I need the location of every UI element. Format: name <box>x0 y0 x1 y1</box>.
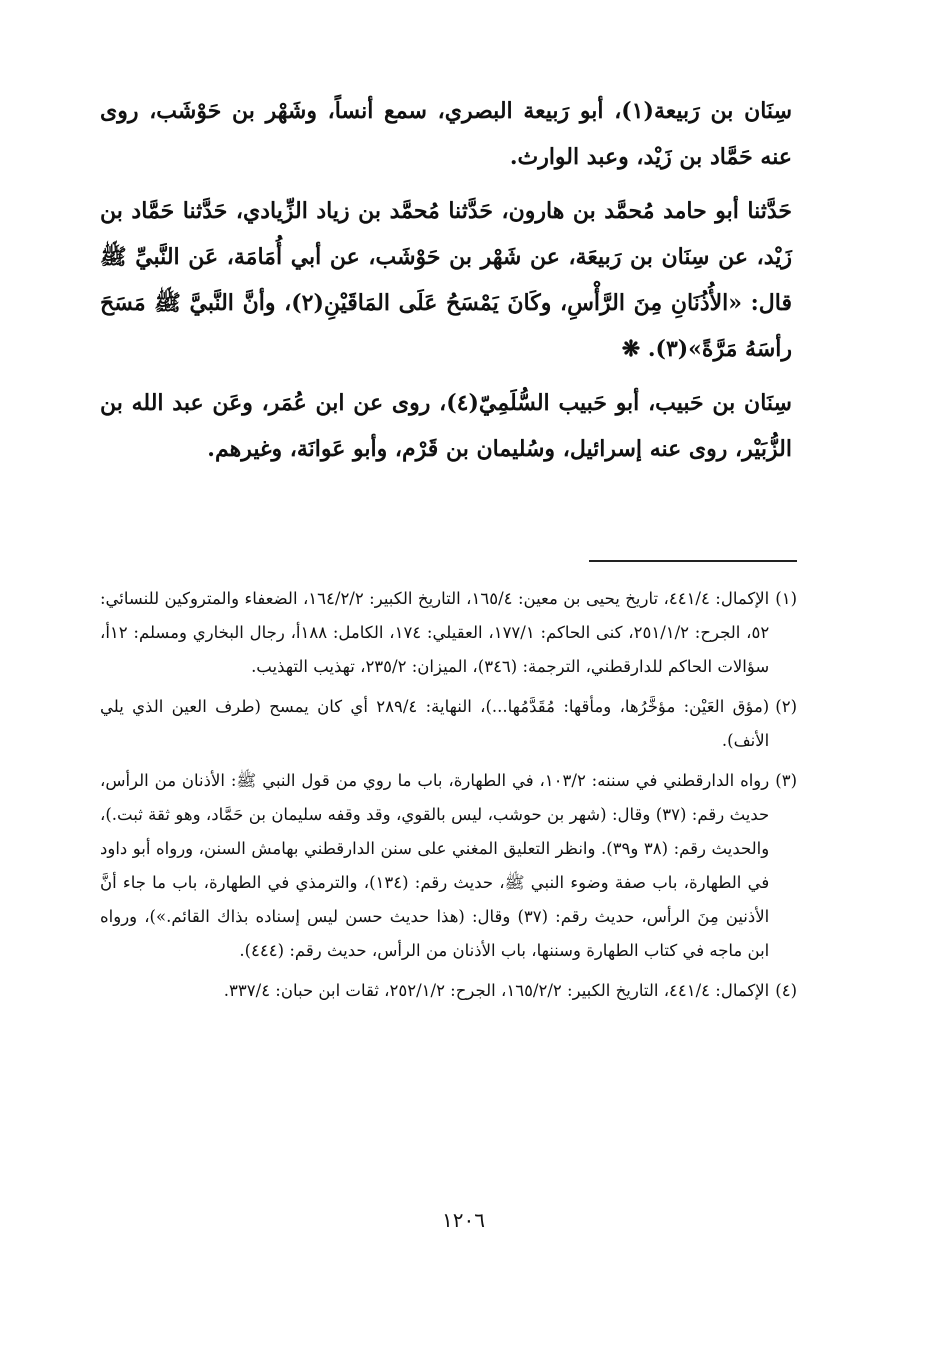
hadith-paragraph <box>100 188 792 372</box>
footnote-text: الإكمال: ٤٤١/٤، التاريخ الكبير: ١٦٥/٢/٢، الجرح: ٢٥٢/١/٢، ثقات ابن حبان: ٣٣٧/٤. <box>223 981 770 1000</box>
page-number: ١٢٠٦ <box>442 1208 485 1232</box>
entry-sinan-ibn-habib <box>100 380 792 472</box>
footnote-text: (مؤق العَيْن: مؤخَّرُها، ومأقها: مُقَدَّمُها...)، النهاية: ٢٨٩/٤ أي كان يمسح (طرف العين الذي يلي الأنف). <box>100 697 770 750</box>
footnote-text: رواه الدارقطني في سننه: ١٠٣/٢، في الطهارة، باب ما روي من قول النبي ﷺ: الأذنان من الرأس، حديث رقم: (٣٧) وقال: (شهر بن حوشب، ليس بالقوي، وقد وقفه سليمان بن حَمَّاد، وهو ثقة ثبت.)، والحديث رقم: (٣٨ و٣٩). وانظر التعليق المغني على سنن الدارقطني بهامش السنن، ورواه أبو داود في الطهارة، باب صفة وضوء النبي ﷺ، حديث رقم: (١٣٤)، والترمذي في الطهارة، باب ما جاء أنَّ الأذنين مِنَ الرأس، حديث رقم: (٣٧) وقال: (هذا حديث حسن ليس إسناده بذاك القائم.»)، ورواه ابن ماجه في كتاب الطهارة وسننها، باب الأذنان من الرأس، حديث رقم: (٤٤٤). <box>100 771 770 960</box>
main-text <box>100 88 792 480</box>
footnote-divider <box>589 560 797 562</box>
footnotes <box>100 582 797 1014</box>
footnote-text: الإكمال: ٤٤١/٤، تاريخ يحيى بن معين: ١٦٥/٤، التاريخ الكبير: ١٦٤/٢/٢، الضعفاء والمتروكين للنسائي: ٥٢، الجرح: ٢٥١/١/٢، كنى الحاكم: ١٧٧/١، العقيلي: ١٧٤، الكامل: ١٨٨أ، رجال البخاري ومسلم: ١٢أ، سؤالات الحاكم للدارقطني، الترجمة: (٣٤٦)، الميزان: ٢٣٥/٢، تهذيب التهذيب. <box>100 589 770 676</box>
footnote-2 <box>100 690 797 758</box>
footnote-number: (١) <box>775 589 797 608</box>
footnote-number: (٤) <box>775 981 797 1000</box>
footnote-number: (٣) <box>775 771 797 790</box>
entry-text: سِنَان بن رَبيعة(١)، أبو رَبيعة البصري، سمع أنساً، وشَهْر بن حَوْشَب، روى عنه حَمَّاد بن زَيْد، وعبد الوارث. <box>100 98 792 170</box>
entry-text: سِنَان بن حَبيب، أبو حَبيب السُّلَمِيّ(٤)، روى عن ابن عُمَر، وعَن عبد الله بن الزُّبَيْر، روى عنه إسرائيل، وسُليمان بن قَرْم، وأبو عَوانَة، وغيرهم. <box>100 390 792 462</box>
hadith-text: حَدَّثنا أبو حامد مُحمَّد بن هارون، حَدَّثنا مُحمَّد بن زياد الزِّيادي، حَدَّثنا حَمَّاد بن زَيْد، عن سِنَان بن رَبيعَة، عن شَهْر بن حَوْشَب، عن أبي أُمَامَة، عَن النَّبيِّ ﷺ قال: «الأُذُنَانِ مِنَ الرَّأْسِ، وكَانَ يَمْسَحُ عَلَى المَاقَيْنِ(٢)، وأنَّ النَّبيَّ ﷺ مَسَحَ رأسَهُ مَرَّةً»(٣). ❋ <box>100 198 792 362</box>
footnote-3 <box>100 764 797 968</box>
footnote-number: (٢) <box>775 697 797 716</box>
footnote-4 <box>100 974 797 1008</box>
footnote-1 <box>100 582 797 684</box>
entry-sinan-ibn-rabia <box>100 88 792 180</box>
